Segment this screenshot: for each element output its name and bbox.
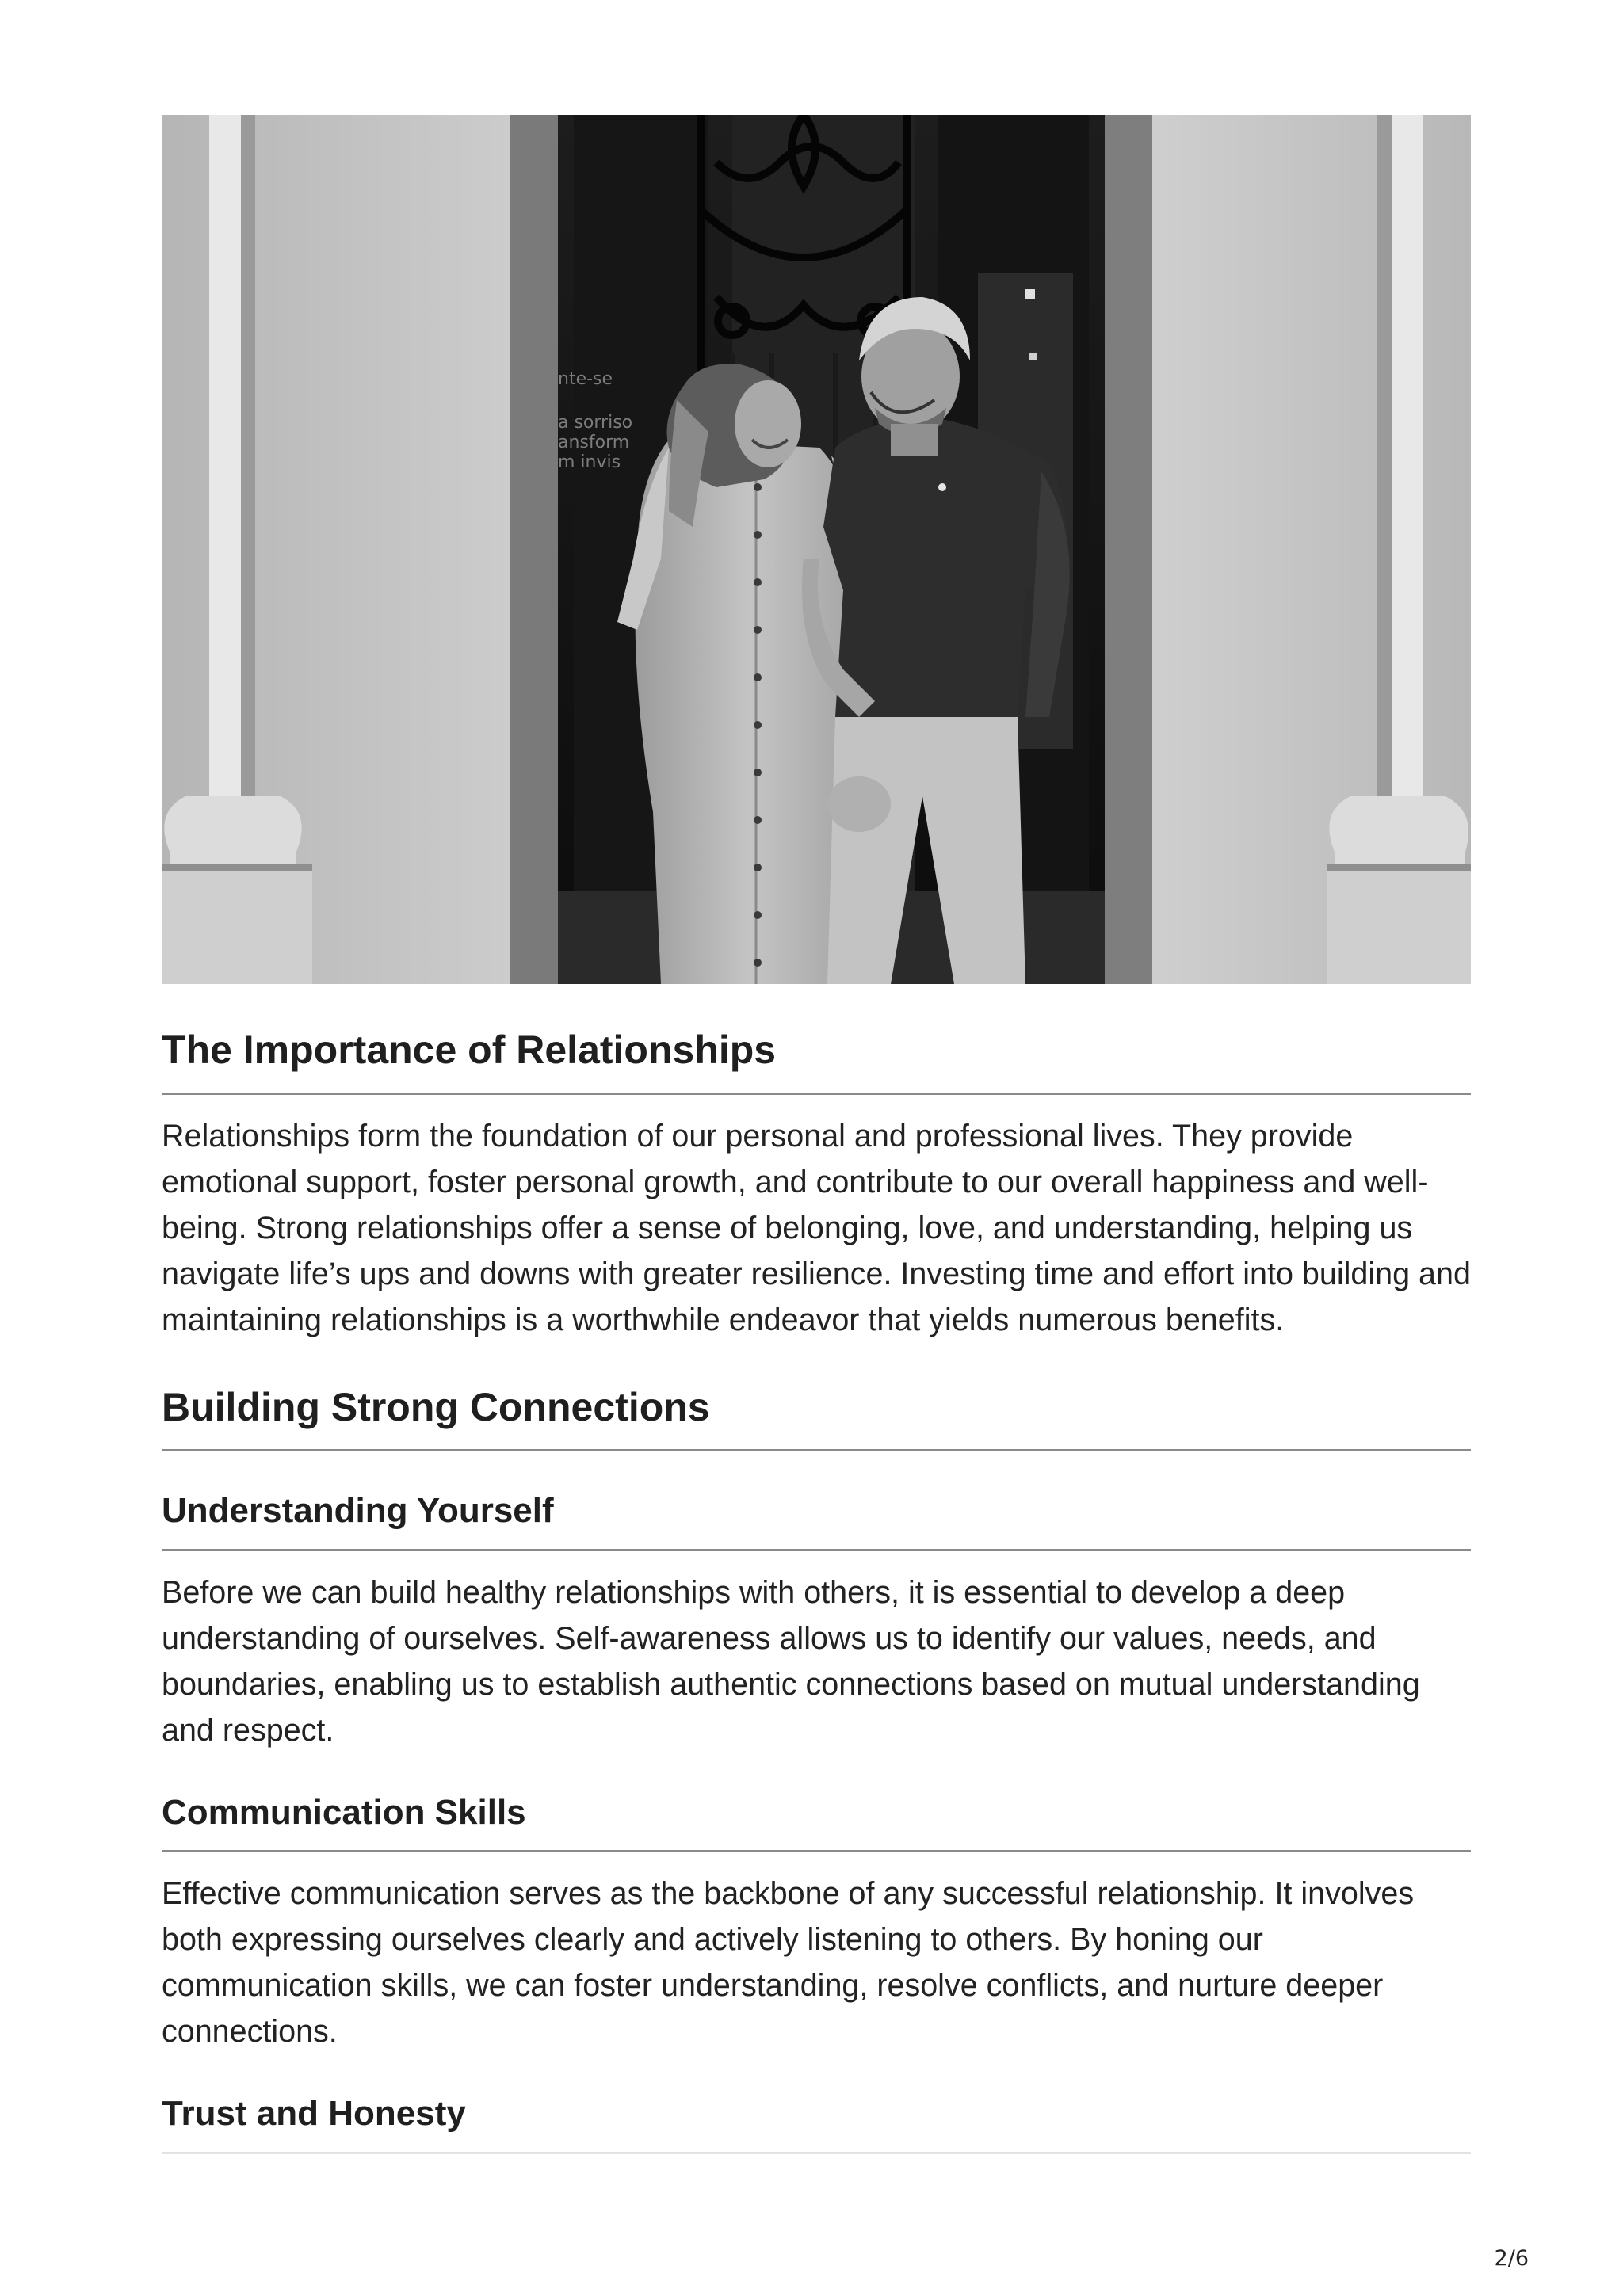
paragraph-understanding-yourself: Before we can build healthy relationships with others, it is essential to develop a deep understanding of ourselves. Self-awareness allows us to identify our values, needs, and boundaries, enabling us to establish authentic connections based on mutual understanding and respect. [162, 1574, 1420, 1748]
heading-importance-of-relationships: The Importance of Relationships [162, 1028, 1471, 1095]
heading-communication-skills: Communication Skills [162, 1793, 1471, 1853]
paragraph-communication-skills: Effective communication serves as the backbone of any successful relationship. It involves both expressing ourselves clearly and actively listening to others. By honing our communication skills, we can foster understanding, resolve conflicts, and nurture deeper connections. [162, 1876, 1415, 2050]
article-content [162, 115, 1471, 2154]
heading-understanding-yourself: Understanding Yourself [162, 1491, 1471, 1551]
heading-building-strong-connections: Building Strong Connections [162, 1385, 1471, 1452]
heading-trust-and-honesty: Trust and Honesty [162, 2094, 1471, 2154]
page-number: 2/6 [1494, 2246, 1529, 2271]
door-text-3: ansform [558, 433, 630, 452]
door-text-4: m invis [558, 452, 621, 472]
door-text-2: a sorriso [558, 413, 633, 433]
hero-photo [162, 115, 1471, 984]
paragraph-importance: Relationships form the foundation of our personal and professional lives. They provide emotional support, foster personal growth, and contribute to our overall happiness and well-being. Strong relationships offer a sense of belonging, love, and understanding, helping us navigate life’s ups and downs with greater resilience. Investing time and effort into building and maintaining relationships is a worthwhile endeavor that yields numerous benefits. [162, 1118, 1471, 1337]
door-text-1: nte-se [558, 369, 613, 389]
